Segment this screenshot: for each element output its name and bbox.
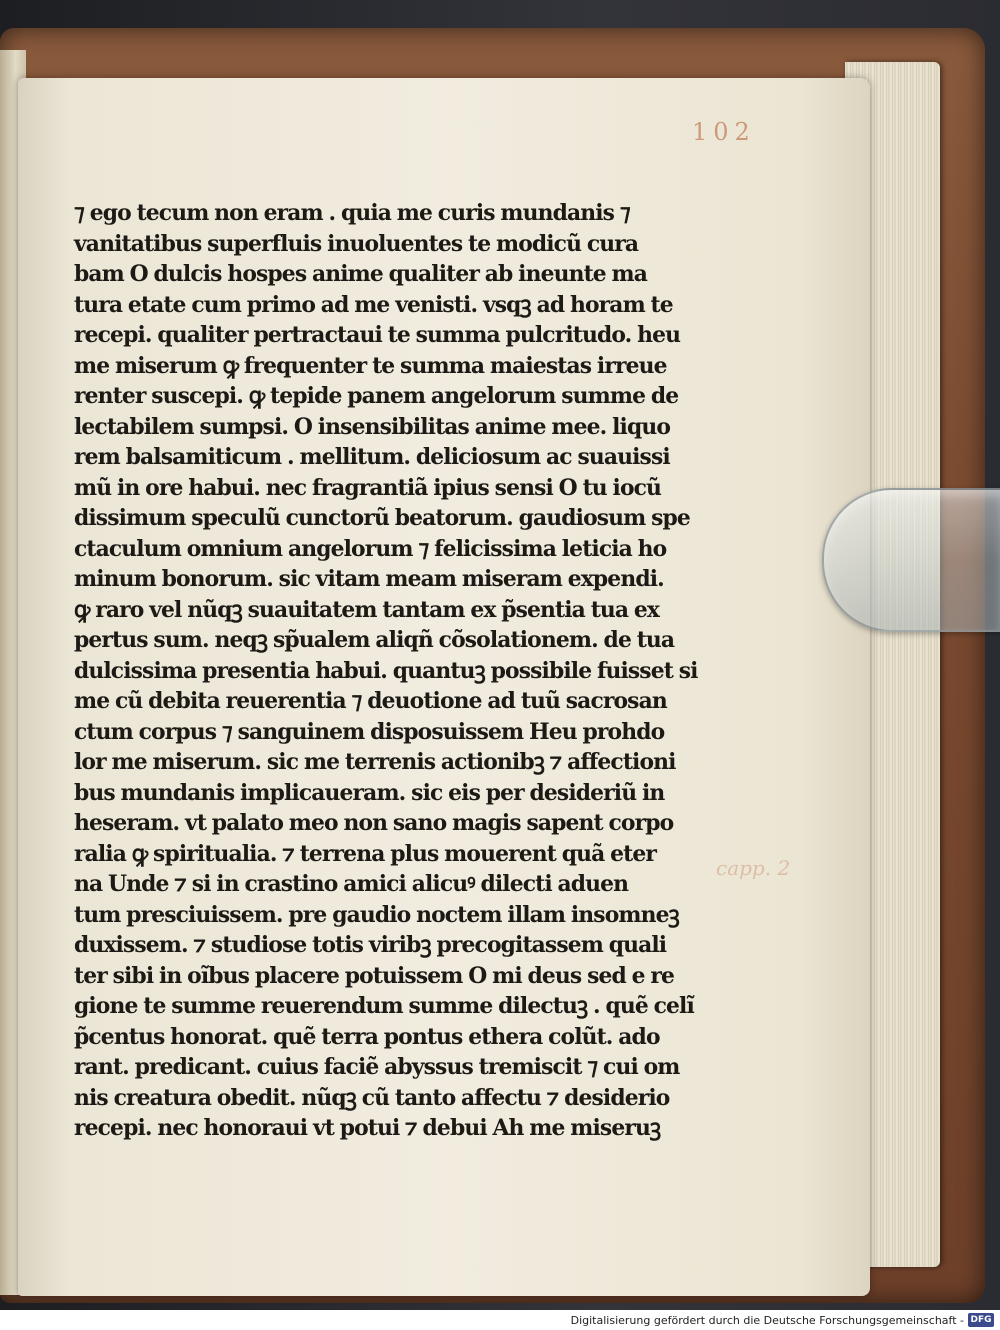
text-line: me cũ debita reuerentia ⁊ deuotione ad tuũ sacrosan — [74, 688, 667, 714]
text-line: rem balsamiticum . mellitum. deliciosum ac suauissi — [74, 444, 670, 470]
text-line: gione te summe reuerendum summe dilectuꝫ . quẽ celĩ — [74, 993, 694, 1019]
page-clip — [822, 488, 1000, 632]
margin-note: capp. 2 — [716, 856, 791, 880]
text-line: p̃centus honorat. quẽ terra pontus ethera colũt. ado — [74, 1023, 660, 1050]
text-line: rant. predicant. cuius faciẽ abyssus tremiscit ⁊ cui om — [74, 1054, 680, 1080]
text-line: ꝙ raro vel nũqꝫ suauitatem tantam ex p̃sentia tua ex — [74, 596, 660, 623]
text-line: bus mundanis implicaueram. sic eis per desideriũ in — [74, 779, 665, 806]
text-line: ralia ꝙ spiritualia. ⁊ terrena plus mouerent quã eter — [74, 840, 656, 867]
text-line: recepi. qualiter pertractaui te summa pulcritudo. heu — [74, 322, 681, 348]
text-line: lectabilem sumpsi. O insensibilitas anime mee. liquo — [74, 413, 671, 440]
text-line: dissimum speculũ cunctorũ beatorum. gaudiosum spe — [74, 505, 690, 531]
footer-credit: Digitalisierung gefördert durch die Deutsche Forschungsgemeinschaft - — [570, 1314, 964, 1327]
text-line: dulcissima presentia habui. quantuꝫ possibile fuisset si — [74, 657, 698, 684]
text-line: recepi. nec honoraui vt potui ⁊ debui Ah me miseruꝫ — [74, 1115, 661, 1141]
text-line: minum bonorum. sic vitam meam miseram expendi. — [74, 566, 664, 592]
text-line: duxissem. ⁊ studiose totis viribꝫ precogitassem quali — [74, 932, 667, 958]
text-line: me miserum ꝙ frequenter te summa maiestas irreue — [74, 352, 667, 379]
text-line: ⁊ ego tecum non eram . quia me curis mundanis ⁊ — [74, 200, 630, 226]
folio-number: 102 — [692, 118, 756, 146]
text-line: renter suscepi. ꝙ tepide panem angelorum summe de — [74, 383, 679, 409]
text-line: ter sibi in oĩbus placere potuissem O mi deus sed e re — [74, 962, 675, 989]
text-line: heseram. vt palato meo non sano magis sapent corpo — [74, 810, 674, 836]
text-line: tum presciuissem. pre gaudio noctem illam insomneꝫ — [74, 901, 679, 928]
text-line: ctum corpus ⁊ sanguinem disposuissem Heu prohdo — [74, 718, 665, 745]
text-line: nis creatura obedit. nũqꝫ cũ tanto affectu ⁊ desiderio — [74, 1084, 670, 1111]
text-line: mũ in ore habui. nec fragrantiã ipius sensi O tu iocũ — [74, 474, 662, 501]
text-block — [74, 198, 714, 1144]
text-line: bam O dulcis hospes anime qualiter ab ineunte ma — [74, 261, 648, 287]
dfg-logo-icon: DFG — [968, 1313, 994, 1327]
text-line: na Unde ⁊ si in crastino amici alicuꝰ dilecti aduen — [74, 871, 629, 897]
text-line: tura etate cum primo ad me venisti. vsqꝫ ad horam te — [74, 291, 673, 318]
text-line: ctaculum omnium angelorum ⁊ felicissima leticia ho — [74, 535, 667, 562]
text-line: lor me miserum. sic me terrenis actionibꝫ ⁊ affectioni — [74, 749, 676, 775]
text-line: vanitatibus superfluis inuoluentes te modicũ cura — [74, 230, 639, 257]
text-line: pertus sum. neqꝫ sp̃ualem aliqñ cõsolationem. de tua — [74, 627, 675, 653]
